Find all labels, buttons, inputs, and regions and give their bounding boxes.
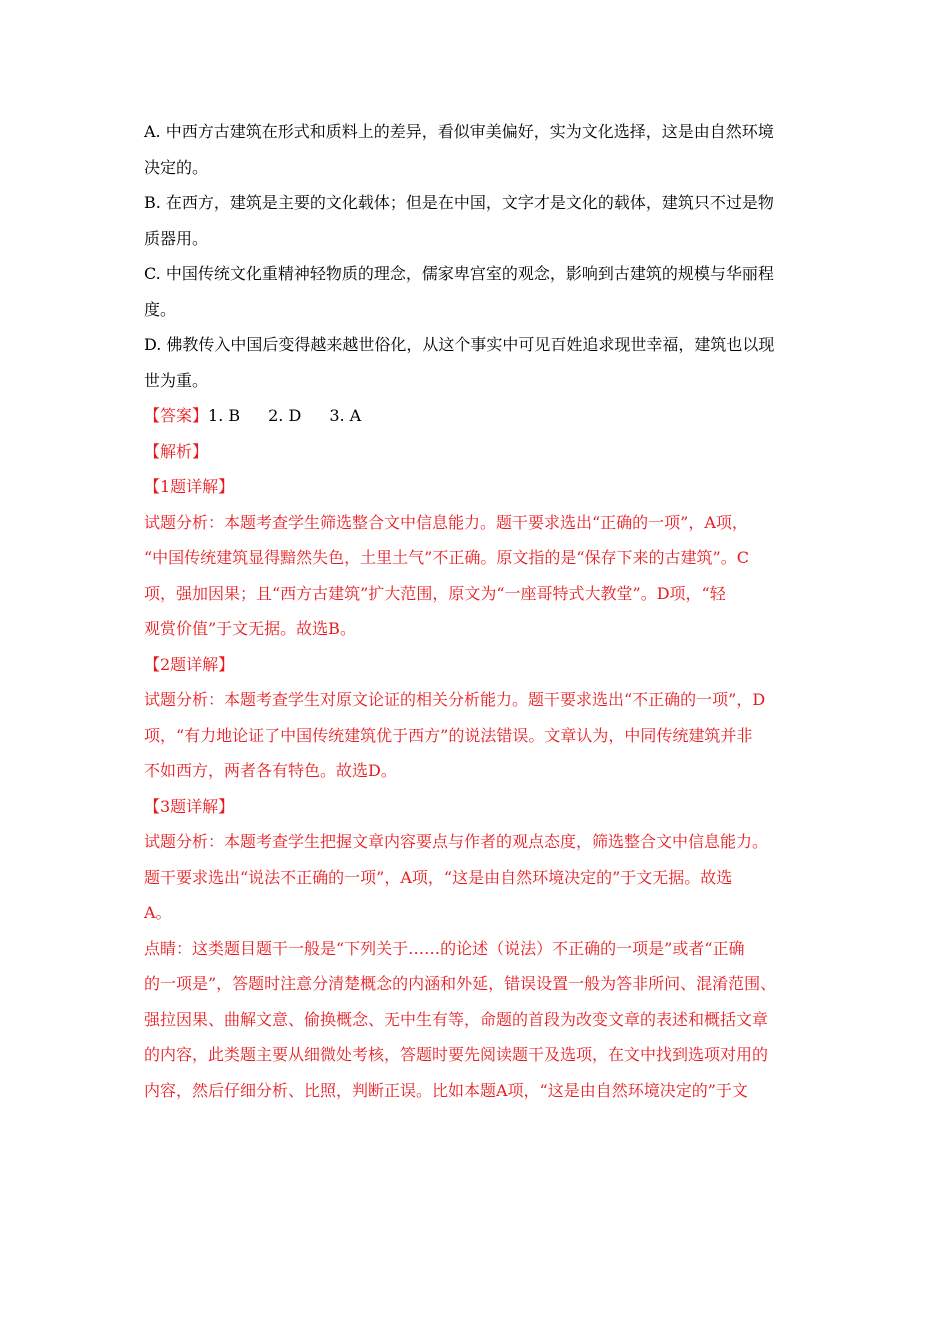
option-c [144,256,808,327]
tip-line: 点睛：这类题目题干一般是“下列关于……的论述（说法）不正确的一项是”或者“正确 [144,938,745,958]
analysis-heading: 【解析】 [144,441,209,461]
detail-line: 项，“有力地论证了中国传统建筑优于西方”的说法错误。文章认为，中同传统建筑并非 [144,725,753,745]
detail-line: 试题分析：本题考查学生筛选整合文中信息能力。题干要求选出“正确的一项”，A项， [144,512,748,532]
detail-1 [144,469,808,647]
detail-line: 观赏价值”于文无据。故选B。 [144,619,356,638]
detail-line: 不如西方，两者各有特色。故选D。 [144,761,397,780]
detail-line: “中国传统建筑显得黯然失色，土里土气”不正确。原文指的是“保存下来的古建筑”。C [144,548,749,567]
answer-item: 1. B [208,406,241,425]
detail-line: 试题分析：本题考查学生对原文论证的相关分析能力。题干要求选出“不正确的一项”，D [144,690,766,709]
tip-line: 强拉因果、曲解文意、偷换概念、无中生有等，命题的首段为改变文章的表述和概括文章 [144,1009,769,1029]
option-line: 质器用。 [144,228,209,248]
tip-line: 的一项是”，答题时注意分清楚概念的内涵和外延，错误设置一般为答非所问、混淆范围、 [144,974,777,993]
option-line: B. 在西方，建筑是主要的文化载体；但是在中国，文字才是文化的载体，建筑只不过是物 [144,193,774,212]
tip-section [144,931,808,1109]
detail-2 [144,647,808,789]
answer-item: 2. D [268,406,302,425]
detail-3 [144,789,808,931]
detail-heading: 【2题详解】 [144,654,235,674]
option-line: A. 中西方古建筑在形式和质料上的差异，看似审美偏好，实为文化选择，这是由自然环境 [144,122,774,141]
detail-line: 试题分析：本题考查学生把握文章内容要点与作者的观点态度，筛选整合文中信息能力。 [144,832,769,851]
option-d [144,327,808,398]
document-page [144,114,808,1108]
option-line: D. 佛教传入中国后变得越来越世俗化，从这个事实中可见百姓追求现世幸福，建筑也以现 [144,335,775,354]
answer-line [144,398,808,434]
option-line: 世为重。 [144,370,209,390]
option-b [144,185,808,256]
tip-line: 内容，然后仔细分析、比照，判断正误。比如本题A项，“这是由自然环境决定的”于文 [144,1080,748,1100]
detail-line: 题干要求选出“说法不正确的一项”，A项，“这是由自然环境决定的”于文无据。故选 [144,867,733,887]
option-line: 度。 [144,299,177,319]
detail-heading: 【3题详解】 [144,796,235,816]
option-line: 决定的。 [144,157,209,177]
detail-line: A。 [144,903,172,922]
detail-line: 项，强加因果；且“西方古建筑”扩大范围，原文为“一座哥特式大教堂”。D项，“轻 [144,583,726,603]
detail-heading: 【1题详解】 [144,477,235,496]
answer-label: 【答案】 [144,406,209,425]
option-line: C. 中国传统文化重精神轻物质的理念，儒家卑宫室的观念，影响到古建筑的规模与华丽程 [144,264,774,283]
answer-item: 3. A [329,406,362,425]
tip-line: 的内容，此类题主要从细微处考核，答题时要先阅读题干及选项，在文中找到选项对用的 [144,1045,769,1064]
option-a [144,114,808,185]
